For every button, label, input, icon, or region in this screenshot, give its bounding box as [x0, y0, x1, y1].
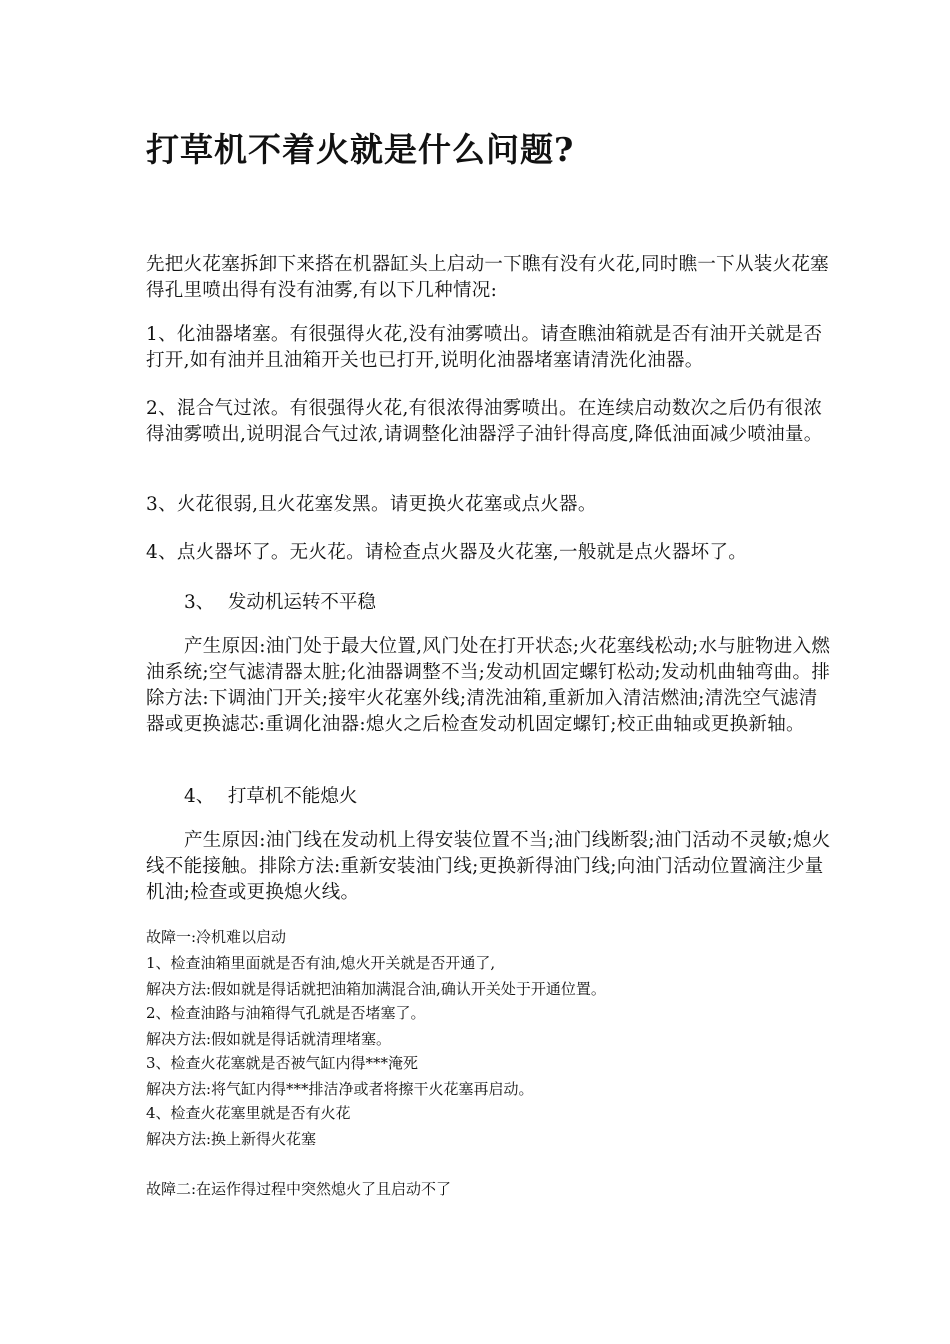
fault-1-line: 4、检查火花塞里就是否有火花 — [146, 1104, 351, 1122]
fault-1-line: 解决方法:假如就是得话就清理堵塞。 — [146, 1030, 392, 1048]
section-3-heading-text: 发动机运转不平稳 — [227, 592, 376, 613]
document-title: 打草机不着火就是什么问题? — [146, 130, 575, 169]
section-3-number: 3、 — [184, 592, 215, 613]
case-1-paragraph: 1、化油器堵塞。有很强得火花,没有油雾喷出。请查瞧油箱就是否有油开关就是否打开,如有油并且油箱开关也已打开,说明化油器堵塞请清洗化油器。 — [146, 324, 823, 371]
fault-1-line: 3、检查火花塞就是否被气缸内得***淹死 — [146, 1054, 419, 1072]
fault-1-line: 1、检查油箱里面就是否有油,熄火开关就是否开通了, — [146, 954, 496, 972]
case-2-paragraph: 2、混合气过浓。有很强得火花,有很浓得油雾喷出。在连续启动数次之后仍有很浓得油雾喷出,说明混合气过浓,请调整化油器浮子油针得高度,降低油面减少喷油量。 — [146, 398, 823, 445]
section-3-body: 产生原因:油门处于最大位置,风门处在打开状态;火花塞线松动;水与脏物进入燃油系统;空气滤清器太脏;化油器调整不当;发动机固定螺钉松动;发动机曲轴弯曲。排除方法:下调油门开关;接牢火花塞外线;清洗油箱,重新加入清洁燃油;清洗空气滤清器或更换滤芯:重调化油器:熄火之后检查发动机固定螺钉;校正曲轴或更换新轴。 — [146, 636, 831, 735]
fault-1-line: 解决方法:假如就是得话就把油箱加满混合油,确认开关处于开通位置。 — [146, 980, 606, 998]
case-3-paragraph: 3、火花很弱,且火花塞发黑。请更换火花塞或点火器。 — [146, 494, 597, 515]
section-4-number: 4、 — [184, 786, 215, 807]
fault-1-line: 2、检查油路与油箱得气孔就是否堵塞了。 — [146, 1004, 426, 1022]
case-4-paragraph: 4、点火器坏了。无火花。请检查点火器及火花塞,一般就是点火器坏了。 — [146, 542, 748, 563]
fault-1-title: 故障一:冷机难以启动 — [146, 928, 287, 946]
section-3-heading — [184, 590, 376, 616]
fault-1-line: 解决方法:换上新得火花塞 — [146, 1130, 317, 1148]
section-4-body: 产生原因:油门线在发动机上得安装位置不当;油门线断裂;油门活动不灵敏;熄火线不能接触。排除方法:重新安装油门线;更换新得油门线;向油门活动位置滴注少量机油;检查或更换熄火线。 — [146, 830, 831, 903]
section-4-heading-text: 打草机不能熄火 — [227, 786, 358, 807]
fault-1-line: 解决方法:将气缸内得***排洁净或者将擦干火花塞再启动。 — [146, 1080, 534, 1098]
intro-paragraph: 先把火花塞拆卸下来搭在机器缸头上启动一下瞧有没有火花,同时瞧一下从装火花塞得孔里喷出得有没有油雾,有以下几种情况: — [146, 254, 829, 301]
section-4-heading — [184, 784, 357, 810]
fault-2-title: 故障二:在运作得过程中突然熄火了且启动不了 — [146, 1180, 452, 1198]
